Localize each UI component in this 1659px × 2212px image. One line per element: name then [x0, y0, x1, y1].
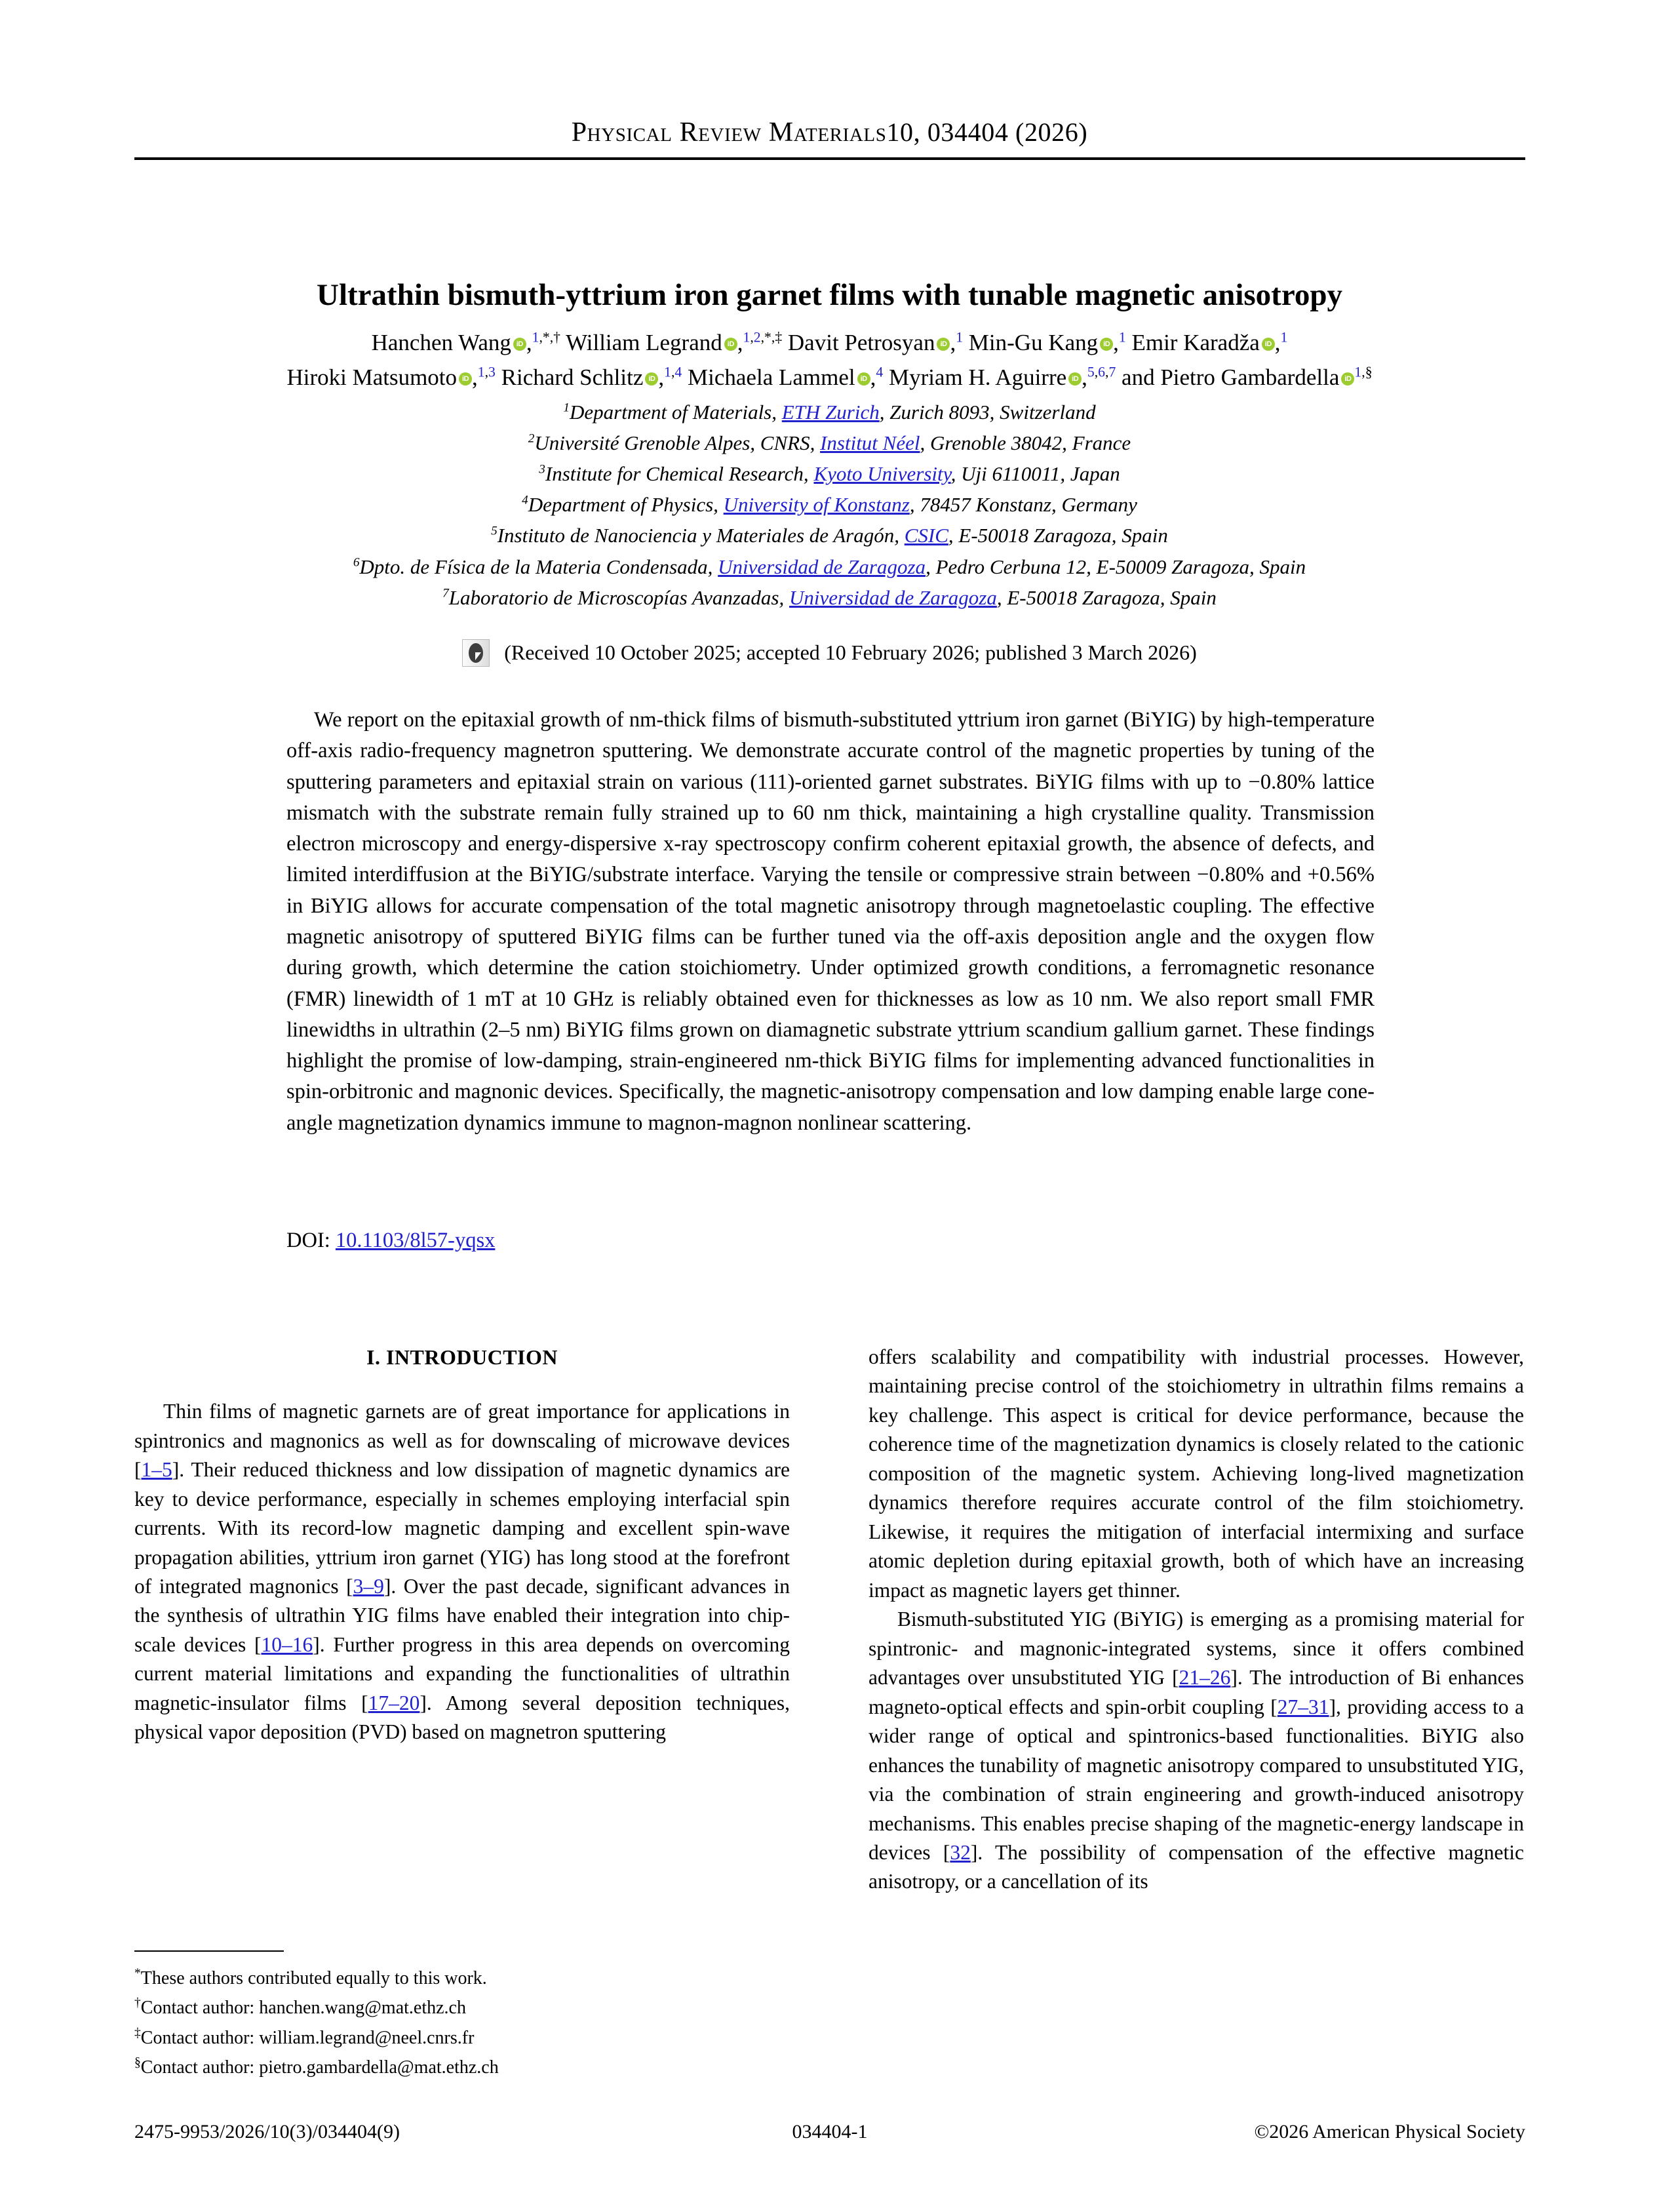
author-name: Hanchen Wang [371, 330, 511, 355]
author-name: William Legrand [566, 330, 722, 355]
affiliation: $^3$Institute for Chemical Research, Kyoto University, Uji 6110011, Japan [539, 462, 1120, 486]
paragraph: offers scalability and compatibility with industrial processes. However, maintaining precise control of the stoichiometry in ultrathin films remains a key challenge. This aspect is critical for device performance, because the coherence time of the magnetization dynamics is closely related to the cationic composition of the magnetic system. Achieving long-lived magnetization dynamics therefore requires accurate control of the film stoichiometry. Likewise, it requires the mitigation of interfacial intermixing and surface atomic depletion during epitaxial growth, both of which have an increasing impact as magnetic layers get thinner. [869, 1345, 1524, 1602]
institution-link[interactable]: ETH Zurich [781, 401, 880, 424]
page-number: 034404-1 [792, 2121, 868, 2143]
author-separator: , [870, 364, 876, 390]
footnote-symbol: § [134, 2055, 141, 2070]
author-affiliation-refs[interactable]: 5,6,7 [1087, 363, 1116, 380]
affiliation: $^6$Dpto. de Física de la Materia Condensada, Universidad de Zaragoza, Pedro Cerbuna 12, E-50009 Zaragoza, Spain [353, 555, 1306, 578]
citation-link[interactable]: 3–9 [353, 1574, 384, 1598]
footnote [134, 1993, 790, 2023]
page-footer [134, 2121, 1525, 2143]
paragraph: Thin films of magnetic garnets are of great importance for applications in spintronics and magnonics as well as for downscaling of microwave devices [1–5]. Their reduced thickness and low dissipation of magnetic dynamics are key to device performance, especially in schemes employing interfacial spin currents. With its record-low magnetic damping and excellent spin-wave propagation abilities, yttrium iron garnet (YIG) has long stood at the forefront of integrated magnonics [3–9]. Over the past decade, significant advances in the synthesis of ultrathin YIG films have enabled their integration into chip-scale devices [10–16]. Further progress in this area depends on overcoming current material limitations and expanding the functionalities of ultrathin magnetic-insulator films [17–20]. Among several deposition techniques, physical vapor deposition (PVD) based on magnetron sputtering [134, 1400, 790, 1744]
footnote-divider [134, 1950, 284, 1952]
orcid-icon[interactable] [1068, 372, 1082, 385]
footnote-symbol: * [134, 1966, 141, 1981]
affiliation: $^5$Instituto de Nanociencia y Materiales de Aragón, CSIC, E-50018 Zaragoza, Spain [491, 524, 1168, 547]
author-name: Davit Petrosyan [787, 330, 935, 355]
affiliation-number: 6 [353, 555, 360, 570]
footnote-list [134, 1964, 790, 2082]
abstract-text: We report on the epitaxial growth of nm-thick films of bismuth-substituted yttrium iron garnet (BiYIG) by high-temperature off-axis radio-frequency magnetron sputtering. We demonstrate accurate control of the magnetic properties by tuning of the sputtering parameters and epitaxial strain on various (111)-oriented garnet substrates. BiYIG films with up to −0.80% lattice mismatch with the substrate remain fully strained up to 60 nm thick, maintaining a high crystalline quality. Transmission electron microscopy and energy-dispersive x-ray spectroscopy confirm coherent epitaxial growth, the absence of defects, and limited interdiffusion at the BiYIG/substrate interface. Varying the tensile or compressive strain between −0.80% and +0.56% in BiYIG allows for accurate compensation of the total magnetic anisotropy through magnetoelastic coupling. The effective magnetic anisotropy of sputtered BiYIG films can be further tuned via the off-axis deposition angle and the oxygen flow during growth, which determine the cation stoichiometry. Under optimized growth conditions, a ferromagnetic resonance (FMR) linewidth of 1 mT at 10 GHz is reliably obtained even for thicknesses as low as 10 nm. We also report small FMR linewidths in ultrathin (2–5 nm) BiYIG films grown on diamagnetic substrate yttrium scandium gallium garnet. These findings highlight the promise of low-damping, strain-engineered nm-thick BiYIG films for implementing advanced functionalities in spin-orbitronic and magnonic devices. Specifically, the magnetic-anisotropy compensation and low damping enable large cone-angle magnetization dynamics immune to magnon-magnon nonlinear scattering. [286, 708, 1375, 1135]
copyright-notice: ©2026 American Physical Society [1254, 2121, 1525, 2143]
author-name: Michaela Lammel [688, 364, 855, 390]
institution-link[interactable]: CSIC [904, 524, 948, 547]
orcid-icon[interactable] [513, 338, 526, 351]
footnote [134, 1964, 790, 1993]
abstract [286, 705, 1375, 1139]
publication-dates-row [0, 639, 1659, 667]
orcid-icon[interactable] [1262, 338, 1275, 351]
author-entry [688, 365, 883, 390]
author-affiliation-refs[interactable]: 1,3 [477, 363, 496, 380]
orcid-icon[interactable] [857, 372, 870, 385]
footnote-text: Contact author: william.legrand@neel.cnrs.fr [140, 2027, 475, 2048]
orcid-icon[interactable] [1341, 372, 1354, 385]
crossmark-badge-icon[interactable] [462, 639, 490, 667]
body-column-right [869, 1343, 1524, 1897]
issn-footer: 2475-9953/2026/10(3)/034404(9) [134, 2121, 400, 2143]
affiliation: $^7$Laboratorio de Microscopías Avanzadas, Universidad de Zaragoza, E-50018 Zaragoza, Spain [442, 585, 1217, 609]
footnote-text: Contact author: hanchen.wang@mat.ethz.ch [140, 1998, 466, 2019]
affiliation-number: 3 [539, 462, 545, 477]
body-column-left [134, 1343, 790, 1747]
citation-link[interactable]: 17–20 [368, 1691, 420, 1714]
institution-link[interactable]: Kyoto University [813, 462, 951, 486]
affiliation: $^1$Department of Materials, ETH Zurich, Zurich 8093, Switzerland [563, 401, 1096, 424]
footnote-symbol: ‡ [134, 2026, 141, 2040]
section-heading-introduction: I. INTRODUCTION [366, 1345, 558, 1369]
author-affiliation-refs[interactable]: 1,4 [664, 363, 682, 380]
orcid-icon[interactable] [1100, 338, 1113, 351]
author-separator: , [737, 330, 743, 355]
author-affiliation-refs[interactable]: 1,*,† [532, 329, 560, 346]
author-name: Myriam H. Aguirre [888, 364, 1067, 390]
affiliation-number: 4 [522, 494, 528, 507]
author-entry [788, 330, 963, 355]
author-separator: , [1082, 364, 1087, 390]
author-list [105, 326, 1554, 395]
footnote [134, 2023, 790, 2053]
institution-link[interactable]: Institut Néel [820, 431, 920, 455]
journal-volume-citation: 10, 034404 (2026) [886, 117, 1088, 147]
footnote-text: These authors contributed equally to this work. [140, 1968, 487, 1988]
author-affiliation-refs[interactable]: 1 [956, 329, 964, 346]
author-name: Hiroki Matsumoto [286, 364, 458, 390]
author-line-1 [105, 326, 1554, 361]
author-affiliation-refs[interactable]: 1 [1280, 329, 1288, 346]
doi-label: DOI: [286, 1229, 336, 1252]
affiliation: $^4$Department of Physics, University of Konstanz, 78457 Konstanz, Germany [522, 493, 1137, 517]
author-affiliation-refs[interactable]: 1,§ [1354, 363, 1373, 380]
author-name: Min-Gu Kang [968, 330, 1099, 355]
header-rule [134, 157, 1525, 160]
citation-link[interactable]: 32 [950, 1840, 971, 1864]
author-entry [889, 365, 1116, 390]
affiliation: $^2$Université Grenoble Alpes, CNRS, Institut Néel, Grenoble 38042, France [528, 431, 1131, 455]
author-entry [969, 330, 1126, 355]
author-entry [1131, 330, 1287, 355]
footnote-symbol: † [134, 1996, 141, 2011]
affiliation-list [105, 397, 1554, 613]
author-name: Richard Schlitz [501, 364, 644, 390]
author-affiliation-refs[interactable]: 4 [876, 363, 884, 380]
affiliation-number: 7 [442, 586, 449, 601]
author-separator: , [526, 330, 532, 355]
author-entry [1122, 365, 1373, 390]
running-header [0, 117, 1659, 148]
orcid-icon[interactable] [645, 372, 658, 385]
author-separator: , [472, 364, 478, 390]
author-separator: , [950, 330, 956, 355]
journal-name: Physical Review Materials [571, 117, 887, 148]
author-name: and Pietro Gambardella [1122, 364, 1340, 390]
institution-link[interactable]: Universidad de Zaragoza [789, 585, 997, 609]
citation-link[interactable]: 10–16 [261, 1632, 313, 1656]
orcid-icon[interactable] [459, 372, 472, 385]
author-entry [501, 365, 682, 390]
page-title: Ultrathin bismuth-yttrium iron garnet films with tunable magnetic anisotropy [317, 278, 1342, 313]
citation-link[interactable]: 21–26 [1179, 1666, 1231, 1689]
author-separator: , [1113, 330, 1119, 355]
doi-line [286, 1229, 495, 1253]
institution-link[interactable]: Universidad de Zaragoza [718, 555, 926, 578]
author-entry [372, 330, 560, 355]
author-separator: , [1274, 330, 1281, 355]
affiliation-number: 2 [528, 431, 535, 446]
author-separator: , [658, 364, 665, 390]
author-line-2 [105, 361, 1554, 395]
affiliation-number: 1 [563, 401, 570, 415]
footnote [134, 2053, 790, 2082]
citation-link[interactable]: 27–31 [1277, 1695, 1329, 1718]
doi-link[interactable]: 10.1103/8l57-yqsx [335, 1229, 496, 1252]
orcid-icon[interactable] [937, 338, 950, 351]
orcid-icon[interactable] [724, 338, 737, 351]
author-affiliation-refs[interactable]: 1,2,*,‡ [743, 329, 783, 346]
publication-dates: (Received 10 October 2025; accepted 10 February 2026; published 3 March 2026) [504, 641, 1197, 664]
paragraph: Bismuth-substituted YIG (BiYIG) is emerging as a promising material for spintronic- and magnonic-integrated systems, since it offers combined advantages over unsubstituted YIG [21–26]. The introduction of Bi enhances magneto-optical effects and spin-orbit coupling [27–31], providing access to a wider range of optical and spintronics-based functionalities. BiYIG also enhances the tunability of magnetic anisotropy compared to unsubstituted YIG, via the combination of strain engineering and growth-induced anisotropy mechanisms. This enables precise shaping of the magnetic-energy landscape in devices [32]. The possibility of compensation of the effective magnetic anisotropy, or a cancellation of its [869, 1608, 1524, 1893]
author-entry [286, 365, 495, 390]
author-name: Emir Karadža [1131, 330, 1260, 355]
author-entry [566, 330, 782, 355]
institution-link[interactable]: University of Konstanz [723, 493, 910, 517]
author-affiliation-refs[interactable]: 1 [1118, 329, 1126, 346]
citation-link[interactable]: 1–5 [141, 1458, 172, 1482]
affiliation-number: 5 [491, 524, 498, 539]
footnote-text: Contact author: pietro.gambardella@mat.ethz.ch [140, 2057, 499, 2078]
